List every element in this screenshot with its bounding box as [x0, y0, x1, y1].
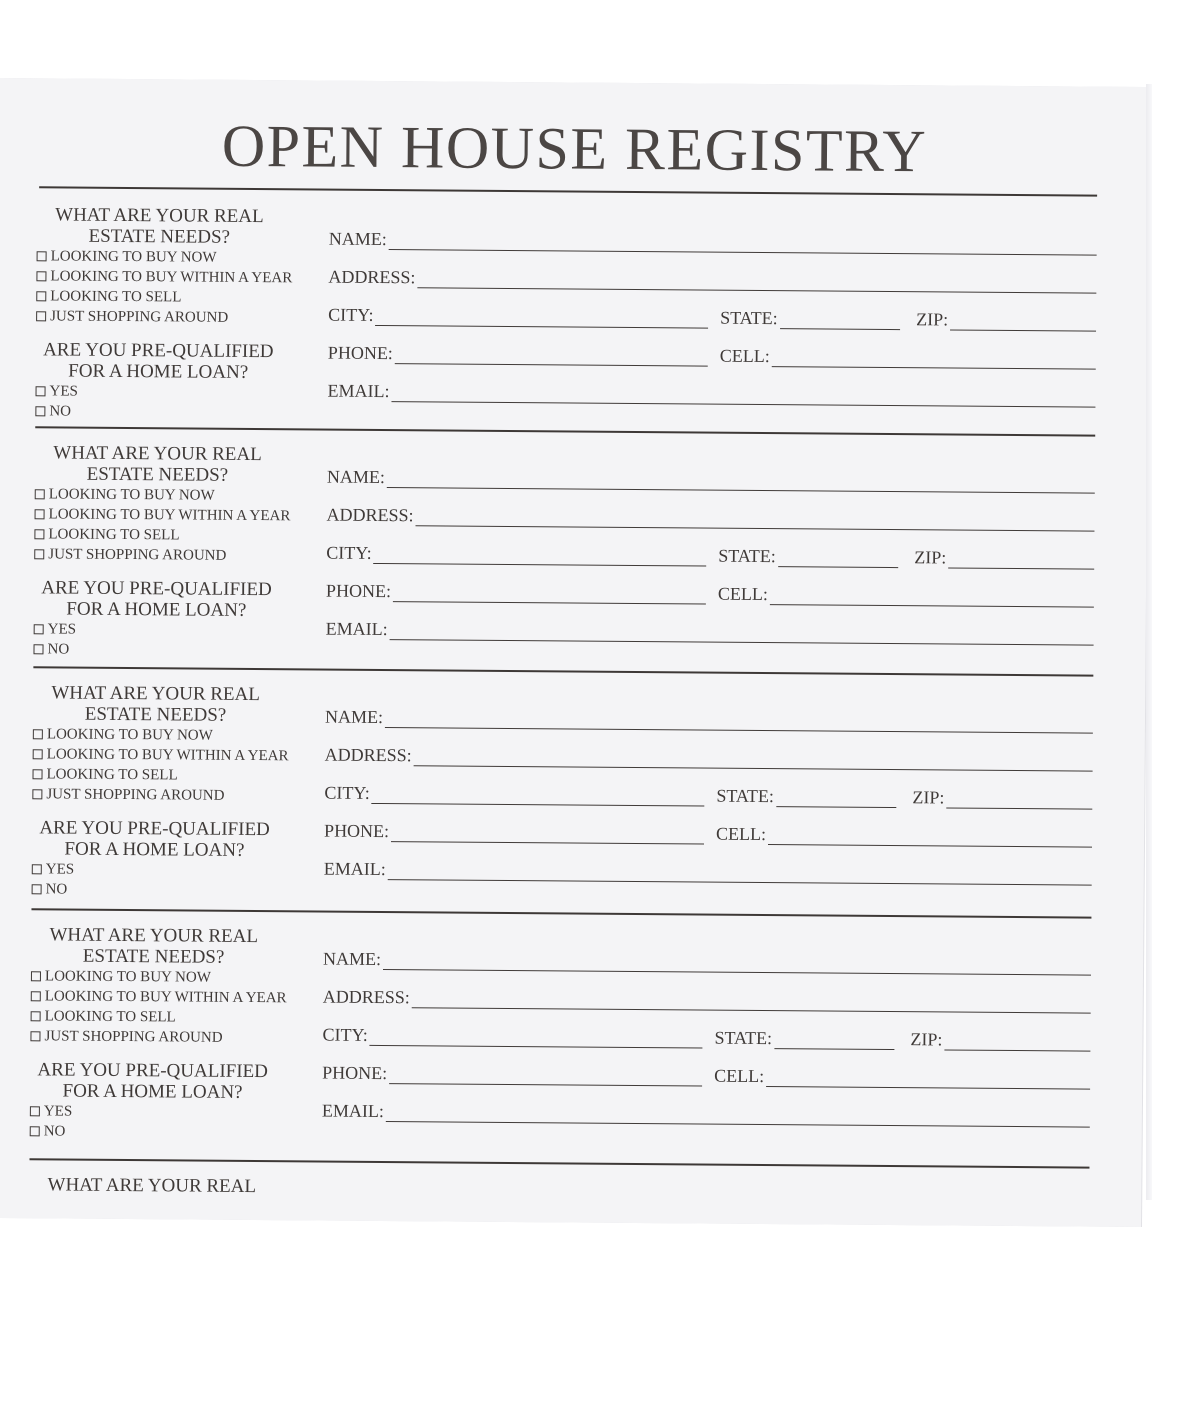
loan-question: ARE YOU PRE-QUALIFIED FOR A HOME LOAN? [37, 1059, 269, 1103]
address-field[interactable]: ADDRESS: [323, 987, 1091, 1014]
option-sell[interactable]: LOOKING TO SELL [34, 524, 319, 546]
option-no[interactable]: NO [35, 401, 320, 423]
cell-field[interactable]: CELL: [720, 346, 1096, 370]
title-rule [39, 186, 1097, 196]
option-yes[interactable]: YES [30, 1101, 315, 1123]
registry-entry-3 [0, 682, 1145, 931]
option-buy-now[interactable]: LOOKING TO BUY NOW [33, 724, 318, 746]
checkbox-icon[interactable] [30, 1106, 40, 1116]
option-yes[interactable]: YES [32, 859, 317, 881]
needs-question: WHAT ARE YOUR REAL ESTATE NEEDS? [55, 204, 264, 248]
option-no[interactable]: NO [33, 639, 318, 661]
address-field[interactable]: ADDRESS: [326, 505, 1094, 532]
option-buy-now[interactable]: LOOKING TO BUY NOW [37, 246, 322, 268]
option-sell[interactable]: LOOKING TO SELL [31, 1006, 316, 1028]
paper-stack-edge [1146, 84, 1152, 1200]
option-no[interactable]: NO [32, 879, 317, 901]
zip-field[interactable]: ZIP: [914, 547, 1094, 569]
city-field[interactable]: CITY: [328, 305, 708, 329]
checkbox-icon[interactable] [31, 971, 41, 981]
option-buy-within-year[interactable]: LOOKING TO BUY WITHIN A YEAR [34, 504, 319, 526]
option-buy-now[interactable]: LOOKING TO BUY NOW [35, 484, 320, 506]
checkbox-icon[interactable] [33, 644, 43, 654]
checkbox-icon[interactable] [36, 271, 46, 281]
address-field[interactable]: ADDRESS: [325, 745, 1093, 772]
cell-field[interactable]: CELL: [718, 584, 1094, 608]
checkbox-icon[interactable] [37, 251, 47, 261]
option-no[interactable]: NO [30, 1121, 315, 1143]
checkbox-icon[interactable] [35, 406, 45, 416]
option-shopping[interactable]: JUST SHOPPING AROUND [32, 784, 317, 806]
checkbox-icon[interactable] [36, 311, 46, 321]
email-field[interactable]: EMAIL: [326, 619, 1094, 646]
checkbox-icon[interactable] [35, 509, 45, 519]
checkbox-icon[interactable] [30, 1126, 40, 1136]
needs-question: WHAT ARE YOUR REAL ESTATE NEEDS? [49, 924, 259, 968]
option-yes[interactable]: YES [35, 381, 320, 403]
city-field[interactable]: CITY: [326, 543, 706, 567]
checkbox-icon[interactable] [30, 1031, 40, 1041]
phone-field[interactable]: PHONE: [328, 343, 708, 367]
option-shopping[interactable]: JUST SHOPPING AROUND [34, 544, 319, 566]
zip-field[interactable]: ZIP: [912, 787, 1092, 809]
needs-column [30, 924, 317, 1143]
checkbox-icon[interactable] [32, 769, 42, 779]
registry-entry-1 [0, 204, 1149, 453]
state-field[interactable]: STATE: [720, 308, 900, 330]
phone-field[interactable]: PHONE: [326, 581, 706, 605]
email-field[interactable]: EMAIL: [322, 1101, 1090, 1128]
needs-question: WHAT ARE YOUR REAL [47, 1174, 257, 1198]
checkbox-icon[interactable] [32, 864, 42, 874]
needs-column [35, 204, 322, 423]
option-buy-within-year[interactable]: LOOKING TO BUY WITHIN A YEAR [31, 986, 316, 1008]
state-field[interactable]: STATE: [714, 1028, 894, 1050]
name-field[interactable]: NAME: [327, 467, 1095, 494]
needs-column [32, 682, 319, 901]
state-field[interactable]: STATE: [718, 546, 898, 568]
checkbox-icon[interactable] [36, 386, 46, 396]
checkbox-icon[interactable] [32, 789, 42, 799]
email-field[interactable]: EMAIL: [327, 381, 1095, 408]
checkbox-icon[interactable] [34, 624, 44, 634]
city-field[interactable]: CITY: [324, 783, 704, 807]
needs-column [29, 1174, 314, 1197]
option-buy-within-year[interactable]: LOOKING TO BUY WITHIN A YEAR [33, 744, 318, 766]
option-sell[interactable]: LOOKING TO SELL [32, 764, 317, 786]
cell-field[interactable]: CELL: [716, 824, 1092, 848]
needs-question: WHAT ARE YOUR REAL ESTATE NEEDS? [53, 442, 262, 486]
address-field[interactable]: ADDRESS: [328, 267, 1096, 294]
needs-column [33, 442, 320, 661]
checkbox-icon[interactable] [32, 884, 42, 894]
loan-question: ARE YOU PRE-QUALIFIED FOR A HOME LOAN? [39, 817, 270, 861]
state-field[interactable]: STATE: [716, 786, 896, 808]
checkbox-icon[interactable] [33, 749, 43, 759]
option-shopping[interactable]: JUST SHOPPING AROUND [30, 1026, 315, 1048]
loan-question: ARE YOU PRE-QUALIFIED FOR A HOME LOAN? [43, 339, 274, 383]
checkbox-icon[interactable] [31, 991, 41, 1001]
loan-question: ARE YOU PRE-QUALIFIED FOR A HOME LOAN? [41, 577, 272, 621]
option-sell[interactable]: LOOKING TO SELL [36, 286, 321, 308]
registry-entry-5-partial [0, 1174, 1141, 1423]
page-title: OPEN HOUSE REGISTRY [221, 112, 928, 185]
city-field[interactable]: CITY: [322, 1025, 702, 1049]
zip-field[interactable]: ZIP: [910, 1029, 1090, 1051]
option-yes[interactable]: YES [34, 619, 319, 641]
option-buy-within-year[interactable]: LOOKING TO BUY WITHIN A YEAR [36, 266, 321, 288]
checkbox-icon[interactable] [33, 729, 43, 739]
name-field[interactable]: NAME: [325, 707, 1093, 734]
option-buy-now[interactable]: LOOKING TO BUY NOW [31, 966, 316, 988]
registry-sheet [0, 78, 1150, 1227]
checkbox-icon[interactable] [35, 489, 45, 499]
phone-field[interactable]: PHONE: [324, 821, 704, 845]
needs-question: WHAT ARE YOUR REAL ESTATE NEEDS? [51, 682, 260, 726]
checkbox-icon[interactable] [36, 291, 46, 301]
checkbox-icon[interactable] [34, 549, 44, 559]
checkbox-icon[interactable] [31, 1011, 41, 1021]
option-shopping[interactable]: JUST SHOPPING AROUND [36, 306, 321, 328]
registry-entry-4 [0, 924, 1143, 1173]
phone-field[interactable]: PHONE: [322, 1063, 702, 1087]
name-field[interactable]: NAME: [323, 949, 1091, 976]
checkbox-icon[interactable] [34, 529, 44, 539]
registry-entry-2 [0, 442, 1147, 691]
zip-field[interactable]: ZIP: [916, 309, 1096, 331]
cell-field[interactable]: CELL: [714, 1066, 1090, 1090]
email-field[interactable]: EMAIL: [324, 859, 1092, 886]
name-field[interactable]: NAME: [329, 229, 1097, 256]
